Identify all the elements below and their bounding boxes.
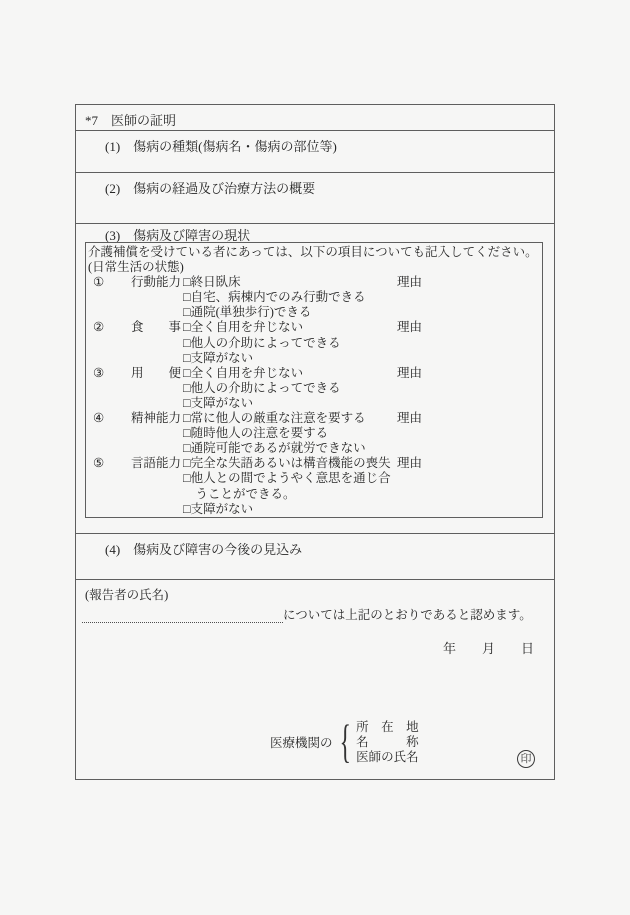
checkbox-option-row	[86, 471, 542, 486]
care-note: 介護補償を受けている者にあっては、以下の項目についても記入してください。	[88, 245, 538, 259]
checkbox-icon[interactable]: □	[183, 441, 191, 456]
care-note-row	[86, 245, 542, 260]
checkbox-icon[interactable]: □	[183, 350, 191, 365]
option-label: 全く自用を弁じない	[190, 365, 304, 380]
option-label: 他人の介助によってできる	[190, 335, 341, 350]
section-3-row	[76, 224, 554, 534]
item-gengo-row	[86, 456, 542, 471]
name-field-label[interactable]: 名 称	[356, 734, 419, 749]
checkbox-icon[interactable]: □	[183, 335, 191, 350]
option-label: 常に他人の厳重な注意を要する	[190, 411, 366, 426]
medical-institution-block	[270, 716, 419, 768]
doctor-name-field-label[interactable]: 医師の氏名	[356, 749, 419, 764]
checkbox-option	[183, 336, 341, 351]
reason-label: 理由	[397, 320, 423, 335]
checkbox-option-row	[86, 396, 542, 411]
item-koudou-row	[86, 275, 542, 290]
checkbox-icon[interactable]: □	[183, 395, 191, 410]
daily-life-status-box	[85, 242, 543, 518]
date-line[interactable]: 年 月 日	[442, 641, 534, 656]
checkbox-icon[interactable]: □	[183, 456, 191, 471]
item-number: ②	[93, 320, 105, 335]
seal-icon	[517, 750, 535, 768]
reporter-name-label: (報告者の氏名)	[85, 588, 169, 602]
section-4-input-area[interactable]	[76, 556, 554, 579]
option-label: 支障がない	[190, 501, 254, 516]
checkbox-option	[183, 456, 391, 471]
item-number: ④	[93, 411, 105, 426]
medical-institution-prefix: 医療機関の	[270, 736, 333, 750]
checkbox-option-row	[86, 305, 542, 320]
checkbox-option	[183, 426, 328, 441]
option-label: 随時他人の注意を要する	[190, 426, 329, 441]
patient-name-dotted-line[interactable]	[82, 609, 283, 623]
checkbox-icon[interactable]: □	[183, 320, 191, 335]
checkbox-icon[interactable]: □	[183, 501, 191, 516]
checkbox-icon[interactable]: □	[183, 365, 191, 380]
item-category: 言語能力	[131, 456, 182, 471]
item-seishin-row	[86, 411, 542, 426]
checkbox-option-row	[86, 426, 542, 441]
certification-statement-row	[82, 605, 532, 623]
section-1-row	[76, 131, 554, 173]
form-title: *7 医師の証明	[85, 113, 177, 128]
checkbox-icon[interactable]: □	[183, 471, 191, 486]
option-label: 通院(単独歩行)できる	[190, 305, 312, 320]
section-2-row	[76, 173, 554, 224]
item-shokuji-row	[86, 320, 542, 335]
reason-label: 理由	[397, 411, 423, 426]
option-label: 全く自用を弁じない	[190, 320, 304, 335]
form-title-row	[76, 105, 554, 131]
item-youben-row	[86, 366, 542, 381]
checkbox-option	[183, 396, 253, 411]
option-label: 完全な失語あるいは構音機能の喪失	[190, 456, 391, 471]
checkbox-option	[183, 471, 391, 486]
medical-institution-fields	[356, 720, 419, 765]
item-number: ⑤	[93, 456, 105, 471]
checkbox-option-row	[86, 381, 542, 396]
checkbox-icon[interactable]: □	[183, 411, 191, 426]
checkbox-option	[183, 351, 253, 366]
checkbox-option-row	[86, 336, 542, 351]
checkbox-option	[183, 290, 366, 305]
item-category: 食 事	[131, 320, 182, 335]
checkbox-option-row	[86, 502, 542, 517]
section-1-label: (1) 傷病の種類(傷病名・傷病の部位等)	[105, 139, 337, 154]
certification-footer-row	[76, 580, 554, 779]
checkbox-option	[183, 502, 253, 517]
reason-label: 理由	[397, 365, 423, 380]
option-label: 通院可能であるが就労できない	[190, 441, 366, 456]
section-4-label: (4) 傷病及び障害の今後の見込み	[105, 542, 303, 557]
daily-life-subtitle-row	[86, 260, 542, 275]
checkbox-option-row	[86, 290, 542, 305]
section-1-input-area[interactable]	[76, 153, 554, 172]
item-category: 行動能力	[131, 275, 182, 290]
checkbox-icon[interactable]: □	[183, 426, 191, 441]
checkbox-option	[183, 381, 341, 396]
checkbox-icon[interactable]: □	[183, 290, 191, 305]
checkbox-option	[183, 275, 241, 290]
option-label: 支障がない	[190, 395, 254, 410]
section-3-label: (3) 傷病及び障害の現状	[105, 228, 251, 243]
daily-life-subtitle: (日常生活の状態)	[88, 260, 184, 275]
checkbox-option	[183, 366, 303, 381]
item-category: 精神能力	[131, 411, 182, 426]
option-label: 支障がない	[190, 350, 254, 365]
address-field-label[interactable]: 所 在 地	[356, 719, 419, 734]
item-category: 用 便	[131, 365, 182, 380]
section-4-row	[76, 534, 554, 580]
checkbox-icon[interactable]: □	[183, 275, 191, 290]
checkbox-icon[interactable]: □	[183, 380, 191, 395]
checkbox-option-row	[86, 351, 542, 366]
option-continuation-row	[86, 487, 542, 502]
item-number: ③	[93, 365, 105, 380]
option-label: 他人の介助によってできる	[190, 380, 341, 395]
brace-icon: {	[339, 716, 351, 768]
option-continuation: うことができる。	[183, 486, 296, 501]
checkbox-option	[183, 411, 366, 426]
checkbox-option	[183, 320, 303, 335]
certification-statement: については上記のとおりであると認めます。	[283, 608, 532, 622]
checkbox-icon[interactable]: □	[183, 305, 191, 320]
section-2-label: (2) 傷病の経過及び治療方法の概要	[105, 181, 316, 196]
checkbox-option-row	[86, 441, 542, 456]
reason-label: 理由	[397, 275, 423, 290]
checkbox-option	[183, 305, 311, 320]
item-number: ①	[93, 275, 105, 290]
section-2-input-area[interactable]	[76, 195, 554, 223]
checkbox-option	[183, 441, 366, 456]
doctor-certificate-form	[75, 104, 555, 780]
reason-label: 理由	[397, 456, 423, 471]
seal-character: 印	[520, 752, 532, 765]
option-label: 自宅、病棟内でのみ行動できる	[190, 290, 366, 305]
option-label: 終日臥床	[190, 275, 241, 290]
option-label: 他人との間でようやく意思を通じ合	[190, 471, 391, 486]
